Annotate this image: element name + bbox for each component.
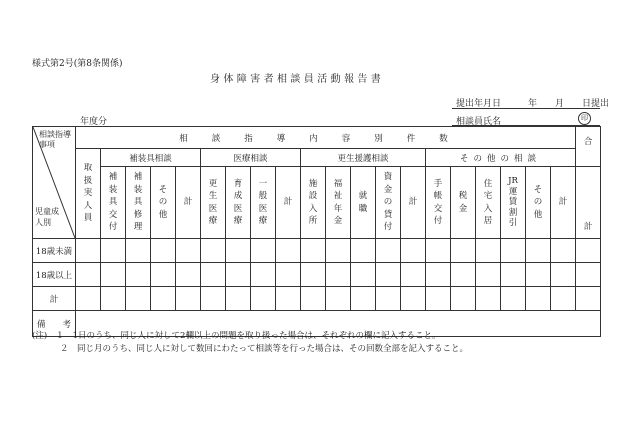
row-label: 18歳以上 (33, 263, 76, 287)
table-row (33, 239, 601, 263)
column-header: その他 (526, 167, 551, 239)
item-label: 相談指導事項 (39, 130, 71, 149)
activity-report-table (32, 126, 601, 337)
column-header: 資金の貸付 (376, 167, 401, 239)
section-title: 相談指導内容別件数 (76, 127, 576, 149)
row-label: 18歳未満 (33, 239, 76, 263)
column-header: 福祉年金 (326, 167, 351, 239)
table-row (33, 263, 601, 287)
column-header: 施設入所 (301, 167, 326, 239)
page-title: 身体障害者相談員活動報告書 (210, 74, 385, 85)
column-header: 補装具交付 (101, 167, 126, 239)
column-header: 取扱実人員 (76, 149, 101, 239)
column-header: 一般医療 (251, 167, 276, 239)
column-header: その他 (151, 167, 176, 239)
table-row (33, 287, 601, 311)
column-header: 計 (551, 167, 576, 239)
column-header: 補装具修理 (126, 167, 151, 239)
grand-total-footer: 計 (576, 167, 601, 239)
column-header: JR運賃割引 (501, 167, 526, 239)
column-header: 就職 (351, 167, 376, 239)
submission-date-underline (452, 108, 600, 109)
fiscal-year-label: 年度分 (80, 117, 108, 127)
note-2: ２ 同じ月のうち、同じ人に対して数回にわたって相談等を行った場合は、その回数全部を記入すること。 (60, 344, 469, 354)
column-header: 手帳交付 (426, 167, 451, 239)
column-header: 計 (176, 167, 201, 239)
group-header-prosthetics: 補装具相談 (101, 149, 201, 167)
column-header: 住宅入居 (476, 167, 501, 239)
submission-date: 提出年月日 年 月 日提出 (456, 99, 610, 109)
group-header-rehabilitation: 更生援護相談 (301, 149, 426, 167)
recipient-label: 児童成人別 (35, 207, 59, 227)
column-header: 計 (276, 167, 301, 239)
counselor-name-label: 相談員氏名 (456, 117, 502, 127)
grand-total-header: 合 (576, 127, 601, 167)
column-header: 税金 (451, 167, 476, 239)
seal-icon: 印 (578, 112, 591, 125)
column-header: 更生医療 (201, 167, 226, 239)
group-header-other: その他の相談 (426, 149, 576, 167)
column-header: 育成医療 (226, 167, 251, 239)
form-number: 様式第2号(第8条関係) (32, 59, 123, 69)
note-1: (注) １ 1日のうち、同じ人に対して2欄以上の問題を取り扱った場合は、それぞれの欄に記入すること。 (32, 331, 441, 341)
group-header-medical: 医療相談 (201, 149, 301, 167)
row-label: 備 考 (33, 311, 76, 337)
column-header: 計 (401, 167, 426, 239)
diagonal-header-cell (33, 127, 76, 239)
row-label: 計 (33, 287, 76, 311)
